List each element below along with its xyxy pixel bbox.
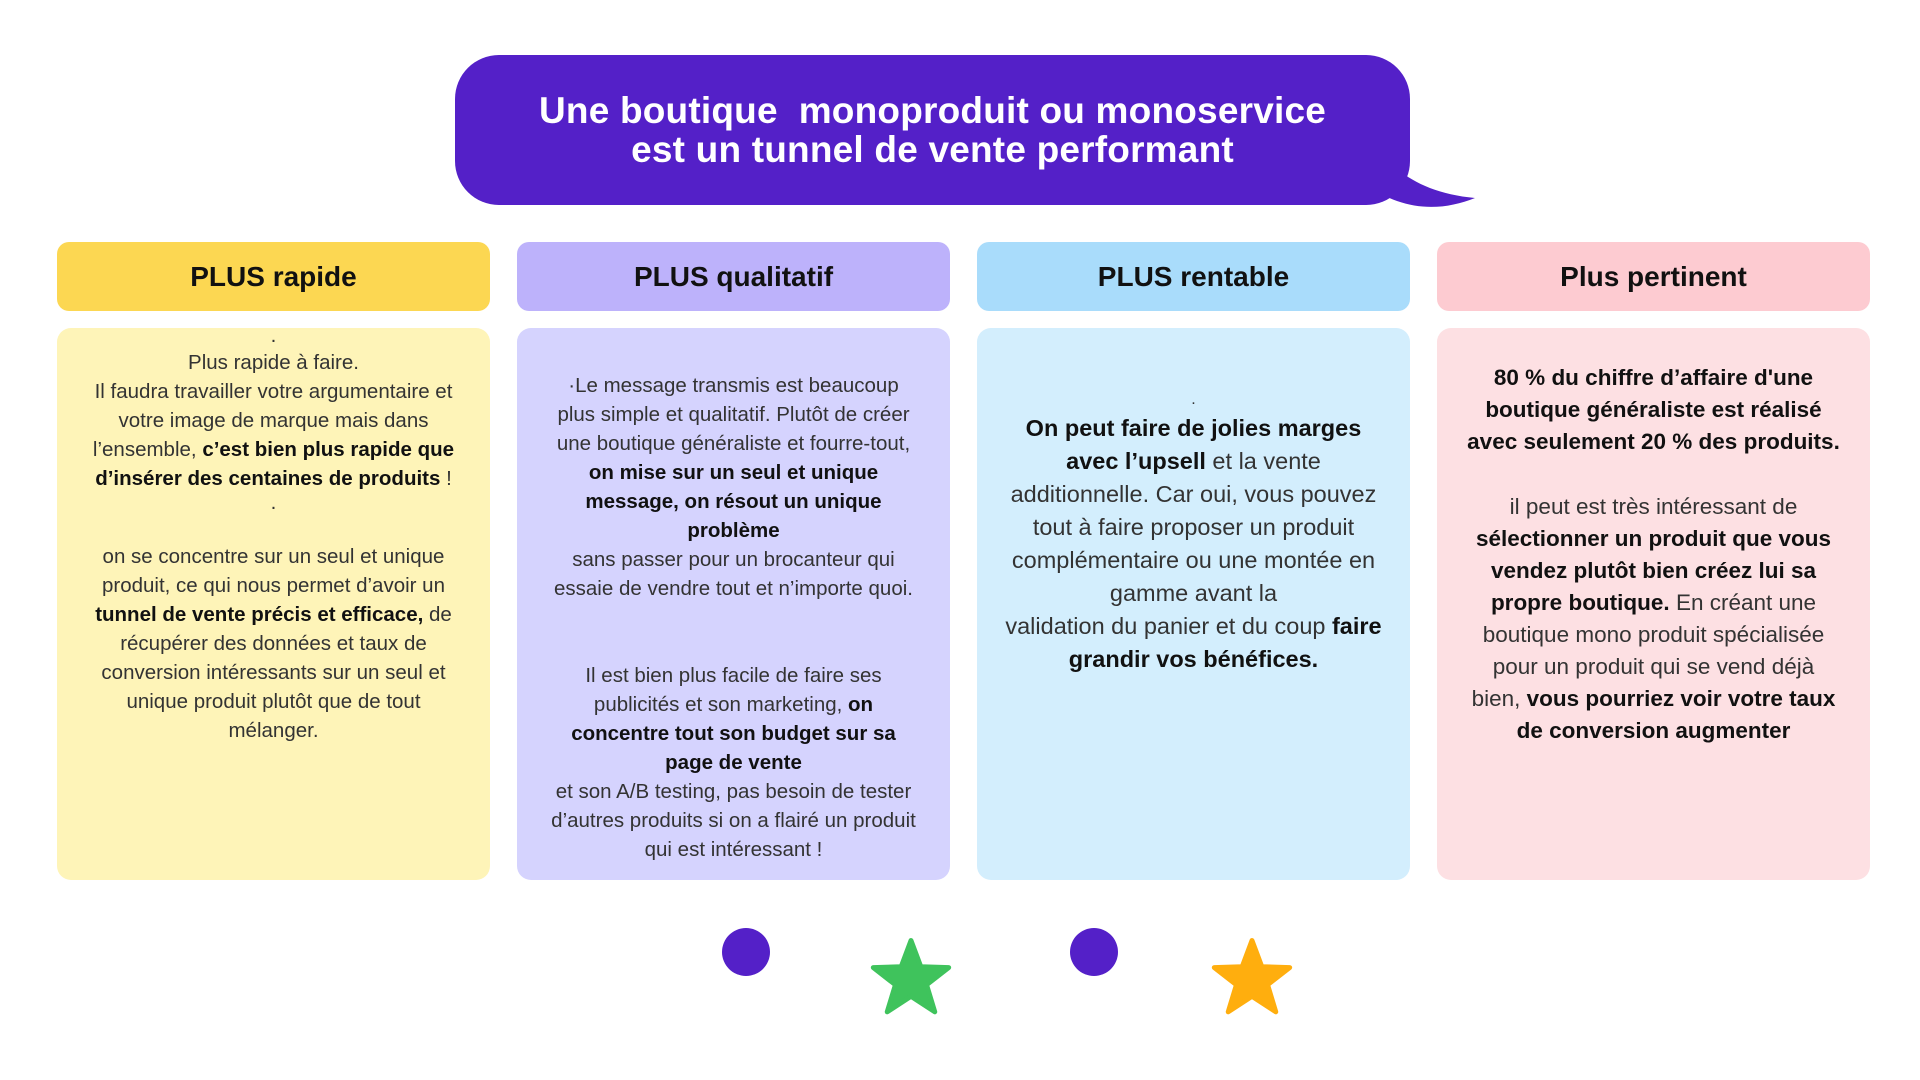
card-plus-rapide xyxy=(57,324,490,880)
title-line-1: Une boutique monoproduit ou monoservice xyxy=(538,90,1327,131)
paragraph-bold: vous pourriez voir votre taux de conversion augmenter xyxy=(1516,686,1836,743)
card-plus-qualitatif xyxy=(517,328,950,880)
paragraph xyxy=(1467,491,1840,747)
paragraph xyxy=(1001,412,1386,610)
paragraph-bold: faire grandir vos bénéfices. xyxy=(1068,613,1382,672)
paragraph-text: et la vente additionnelle. Car oui, vous pouvez tout à faire proposer un produit complémentaire ou une montée en gamme avant la xyxy=(1010,448,1377,606)
purple-circle-icon xyxy=(721,927,771,977)
paragraph-text: sans passer pour un brocanteur qui essaie de vendre tout et n’importe quoi. xyxy=(554,548,913,600)
paragraph-bold: On peut faire de jolies marges avec l’upsell xyxy=(1025,415,1362,474)
paragraph xyxy=(551,661,916,777)
paragraph-text: il peut est très intéressant de xyxy=(1509,494,1798,519)
purple-circle-icon xyxy=(1069,927,1119,977)
title-bubble xyxy=(455,55,1410,205)
paragraph-text: de récupérer des données et taux de conversion intéressants sur un seul et unique produit plutôt que de tout mélanger. xyxy=(101,603,452,742)
paragraph-text: Il faudra travailler votre argumentaire et votre image de marque mais dans l’ensemble, xyxy=(92,380,453,461)
paragraph xyxy=(91,542,456,745)
paragraph-text: on se concentre sur un seul et unique produit, ce qui nous permet d’avoir un xyxy=(101,545,445,597)
header-plus-qualitatif: PLUS qualitatif xyxy=(517,242,950,311)
paragraph-text: ! xyxy=(440,467,452,490)
bullet-dot: . xyxy=(270,491,277,514)
header-plus-rapide: PLUS rapide xyxy=(57,242,490,311)
paragraph-text: validation du panier et du coup xyxy=(1005,613,1332,639)
paragraph-text: ·Le message transmis est beaucoup plus simple et qualitatif. Plutôt de créer une boutique généraliste et fourre-tout, xyxy=(556,374,911,455)
bullet-dot: . xyxy=(270,324,277,347)
paragraph-bold: c’est bien plus rapide que d’insérer des centaines de produits xyxy=(95,438,455,490)
bullet-dot: . xyxy=(1191,391,1196,408)
paragraph-text: En créant une boutique mono produit spécialisée pour un produit qui se vend déjà bien, xyxy=(1471,590,1825,711)
header-plus-pertinent: Plus pertinent xyxy=(1437,242,1870,311)
paragraph-bold: tunnel de vente précis et efficace, xyxy=(95,603,424,626)
paragraph xyxy=(551,371,916,545)
green-star-icon xyxy=(870,938,952,1016)
paragraph-text: et son A/B testing, pas besoin de tester d’autres produits si on a flairé un produit qui est intéressant ! xyxy=(551,780,916,861)
paragraph-text: Il est bien plus facile de faire ses publicités et son marketing, xyxy=(585,664,882,716)
header-plus-rentable: PLUS rentable xyxy=(977,242,1410,311)
paragraph-bold: on concentre tout son budget sur sa page de vente xyxy=(571,693,896,774)
paragraph xyxy=(1001,610,1386,676)
card-plus-pertinent xyxy=(1437,328,1870,880)
paragraph-bold: 80 % du chiffre d’affaire d'une boutique généraliste est réalisé avec seulement 20 % des produits. xyxy=(1467,365,1840,454)
paragraph-bold: sélectionner un produit que vous vendez plutôt bien créez lui sa propre boutique. xyxy=(1475,526,1832,615)
paragraph xyxy=(91,377,456,493)
paragraph-bold: on mise sur un seul et unique message, on résout un unique problème xyxy=(585,461,882,542)
orange-star-icon xyxy=(1211,938,1293,1016)
paragraph-line: Plus rapide à faire. xyxy=(188,351,359,374)
card-plus-rentable xyxy=(977,328,1410,880)
title-line-2: est un tunnel de vente performant xyxy=(631,129,1234,170)
